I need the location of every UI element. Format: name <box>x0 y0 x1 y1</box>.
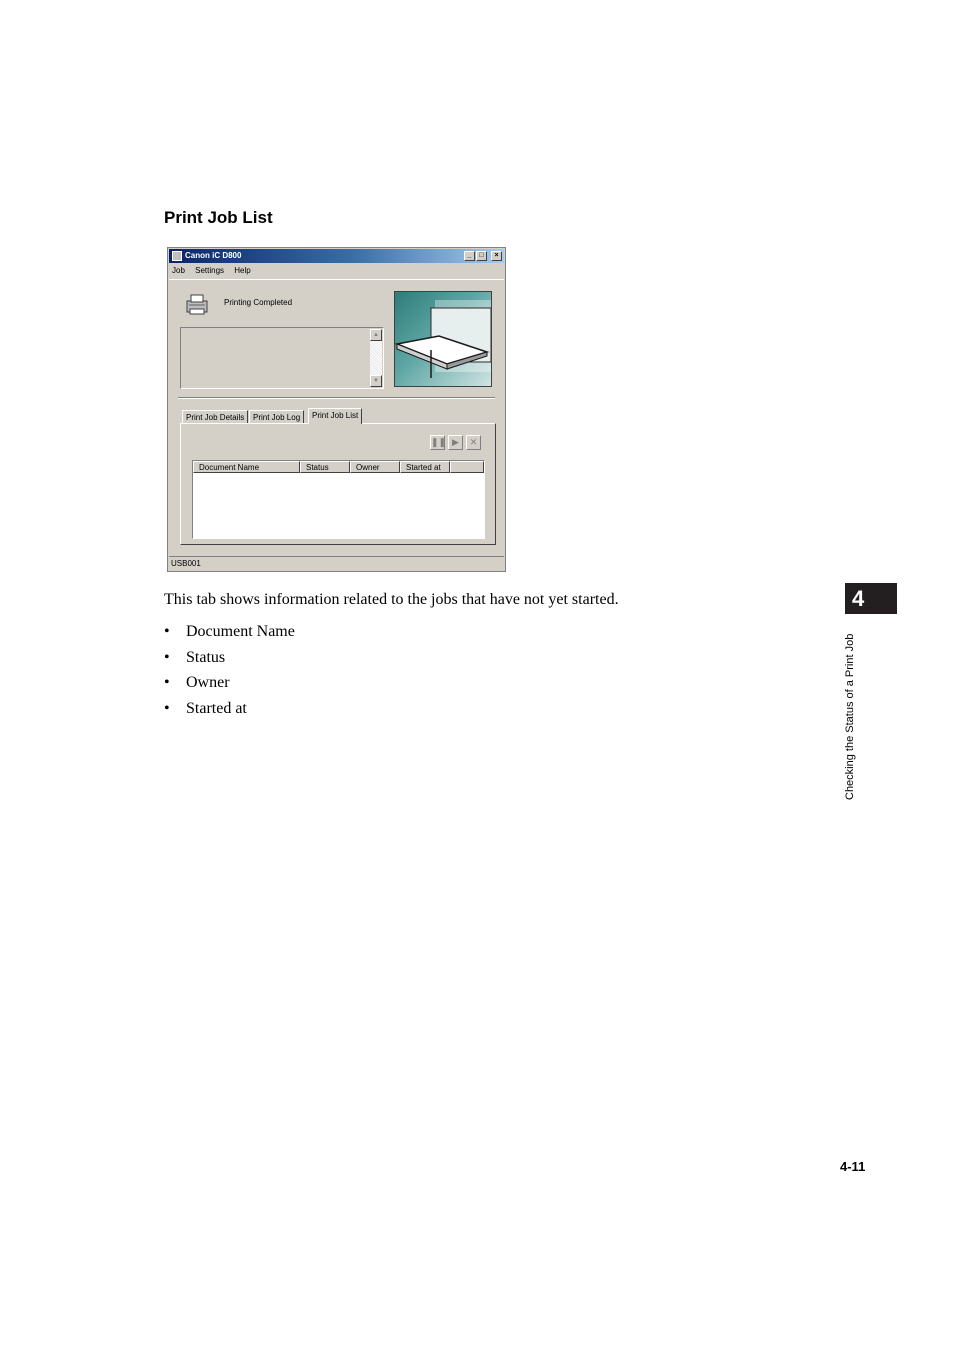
printer-status-window <box>167 247 506 572</box>
page-number: 4-11 <box>840 1159 866 1174</box>
chapter-tab: 4 <box>845 583 897 614</box>
column-filler <box>450 461 484 473</box>
message-box <box>180 327 384 389</box>
menubar <box>172 266 259 278</box>
bullet-icon: • <box>164 648 170 666</box>
menu-settings[interactable]: Settings <box>195 266 225 275</box>
tab-print-job-log[interactable]: Print Job Log <box>249 410 304 423</box>
tab-print-job-list[interactable]: Print Job List <box>308 408 362 424</box>
bullet-icon: • <box>164 700 170 718</box>
message-scrollbar[interactable] <box>370 329 382 387</box>
list-item: • Owner <box>164 672 295 698</box>
bullet-icon: • <box>164 674 170 692</box>
port-label: USB001 <box>171 559 201 568</box>
minimize-button[interactable]: _ <box>464 251 475 261</box>
column-document-name[interactable]: Document Name <box>193 461 300 473</box>
window-title: Canon iC D800 <box>185 251 242 260</box>
pause-icon[interactable]: ❚❚ <box>430 435 445 450</box>
column-status[interactable]: Status <box>300 461 350 473</box>
menu-help[interactable]: Help <box>234 266 251 275</box>
list-item: • Document Name <box>164 621 295 647</box>
printer-icon <box>184 292 210 316</box>
print-job-list-panel <box>180 423 496 545</box>
menu-job[interactable]: Job <box>172 266 185 275</box>
section-heading: Print Job List <box>164 208 273 227</box>
tab-print-job-details[interactable]: Print Job Details <box>182 410 248 423</box>
window-titlebar <box>169 249 504 263</box>
job-list[interactable] <box>192 460 485 539</box>
column-started-at[interactable]: Started at <box>400 461 450 473</box>
scroll-down-icon[interactable]: ▼ <box>370 375 382 387</box>
list-item: • Status <box>164 647 295 673</box>
resume-icon[interactable]: ▶ <box>448 435 463 450</box>
tab-description: This tab shows information related to the jobs that have not yet started. <box>164 591 619 608</box>
status-message: Printing Completed <box>224 298 293 307</box>
printer-output-illustration <box>394 291 492 387</box>
window-statusbar <box>169 556 504 570</box>
column-owner[interactable]: Owner <box>350 461 400 473</box>
menu-separator <box>169 279 504 280</box>
bullet-icon: • <box>164 623 170 640</box>
printer-app-icon <box>172 251 182 261</box>
chapter-title: Checking the Status of a Print Job <box>844 633 856 800</box>
maximize-button[interactable]: □ <box>476 251 487 261</box>
section-divider <box>178 397 495 399</box>
column-list <box>164 621 295 724</box>
list-item: • Started at <box>164 698 295 724</box>
delete-job-icon[interactable]: ✕ <box>466 435 481 450</box>
close-button[interactable]: × <box>491 251 502 261</box>
scroll-up-icon[interactable]: ▲ <box>370 329 382 341</box>
